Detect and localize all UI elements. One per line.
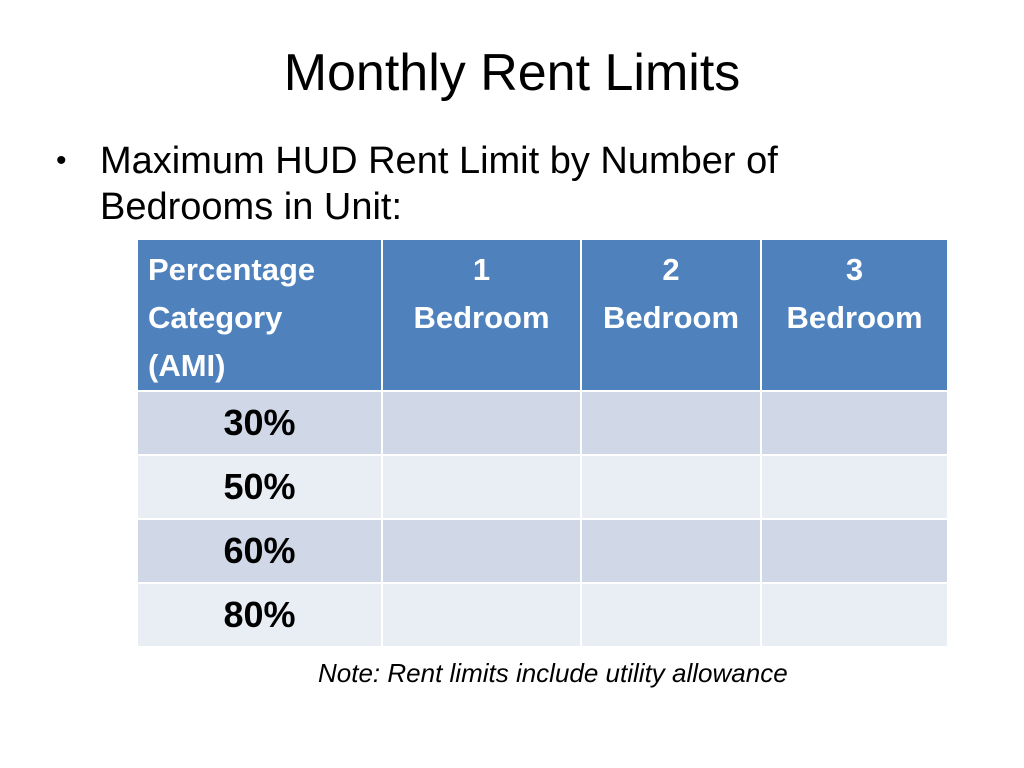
rent-limit-cell bbox=[761, 583, 948, 647]
slide-title: Monthly Rent Limits bbox=[283, 44, 741, 102]
rent-limit-cell bbox=[382, 583, 581, 647]
table-row bbox=[137, 391, 948, 455]
header-percentage-category bbox=[137, 239, 382, 391]
header-line: 2 bbox=[662, 252, 680, 287]
table-header-row bbox=[137, 239, 948, 391]
rent-limit-cell bbox=[581, 583, 761, 647]
header-line: 1 bbox=[472, 252, 491, 287]
table-row bbox=[137, 583, 948, 647]
row-category-cell: 60% bbox=[137, 519, 382, 583]
row-category-cell: 30% bbox=[137, 391, 382, 455]
rent-limits-table bbox=[136, 238, 949, 648]
header-line: Bedroom bbox=[786, 300, 923, 335]
header-line: Percentage bbox=[148, 252, 316, 287]
rent-limit-cell bbox=[761, 519, 948, 583]
row-category-cell: 50% bbox=[137, 455, 382, 519]
rent-limit-cell bbox=[581, 455, 761, 519]
row-category-cell: 80% bbox=[137, 583, 382, 647]
rent-limit-cell bbox=[761, 391, 948, 455]
header-line: Bedroom bbox=[602, 300, 740, 335]
rent-limit-cell bbox=[761, 455, 948, 519]
header-line: 3 bbox=[845, 252, 864, 287]
rent-limit-cell bbox=[581, 519, 761, 583]
bullet-dot-icon: • bbox=[56, 144, 67, 177]
rent-limit-cell bbox=[382, 519, 581, 583]
header-2-bedroom bbox=[581, 239, 761, 391]
table-row bbox=[137, 455, 948, 519]
rent-limit-cell bbox=[382, 455, 581, 519]
bullet-text bbox=[100, 138, 778, 230]
header-line: Category bbox=[148, 300, 283, 335]
header-3-bedroom bbox=[761, 239, 948, 391]
bullet-text-line-1: Maximum HUD Rent Limit by Number of bbox=[100, 140, 778, 182]
footnote: Note: Rent limits include utility allowance bbox=[318, 658, 788, 688]
table-row bbox=[137, 519, 948, 583]
bullet-item bbox=[56, 138, 936, 230]
rent-limit-cell bbox=[581, 391, 761, 455]
header-line: Bedroom bbox=[413, 300, 550, 335]
header-1-bedroom bbox=[382, 239, 581, 391]
bullet-text-line-2: Bedrooms in Unit: bbox=[100, 186, 403, 228]
header-line: (AMI) bbox=[148, 348, 226, 383]
rent-limit-cell bbox=[382, 391, 581, 455]
